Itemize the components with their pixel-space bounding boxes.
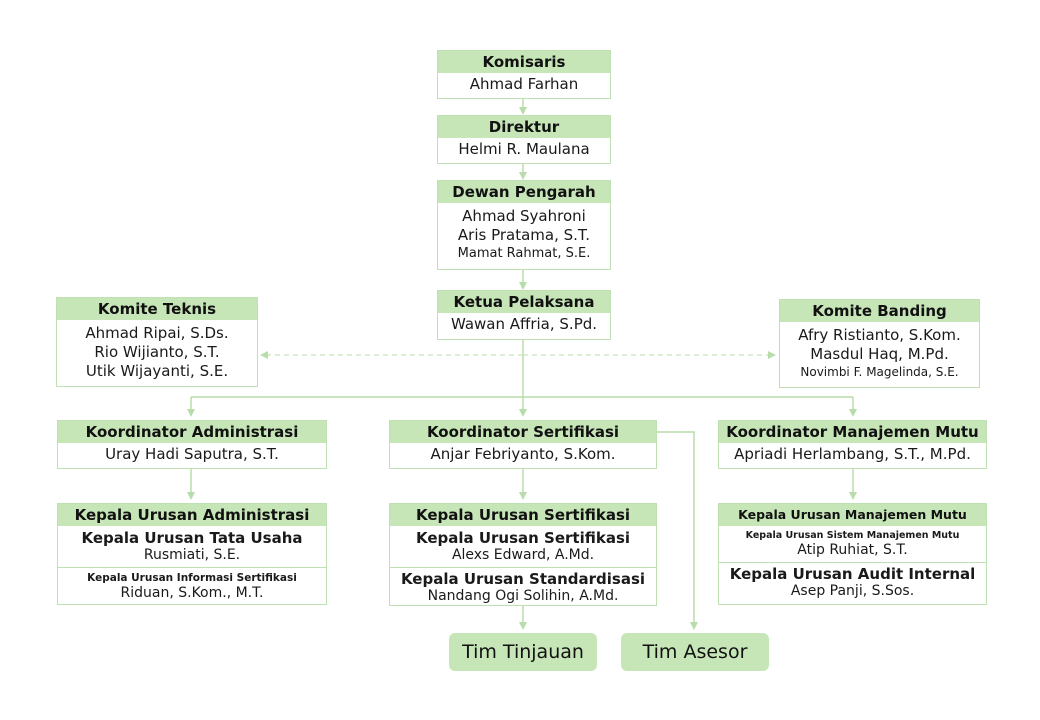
dewan-member: Aris Pratama, S.T.	[457, 226, 591, 244]
ketua-pelaksana-box	[437, 290, 611, 340]
komite-banding-box	[779, 299, 980, 388]
kaur-standardisasi-title: Kepala Urusan Standardisasi	[400, 570, 646, 588]
kaur-tata-usaha-title: Kepala Urusan Tata Usaha	[81, 529, 303, 547]
dewan-pengarah-title: Dewan Pengarah	[438, 181, 610, 203]
komite-banding-title: Komite Banding	[780, 300, 979, 322]
kaur-info-sertifikasi-name: Riduan, S.Kom., M.T.	[120, 585, 264, 601]
tim-asesor: Tim Asesor	[621, 633, 769, 671]
koordinator-administrasi-title: Koordinator Administrasi	[58, 421, 326, 443]
koordinator-administrasi-member: Uray Hadi Saputra, S.T.	[105, 445, 279, 463]
kaur-standardisasi-name: Nandang Ogi Solihin, A.Md.	[427, 588, 619, 604]
ketua-member: Wawan Affria, S.Pd.	[450, 315, 598, 333]
kaur-audit-title: Kepala Urusan Audit Internal	[729, 565, 976, 583]
direktur-title: Direktur	[438, 116, 610, 138]
tim-tinjauan: Tim Tinjauan	[449, 633, 597, 671]
komite-teknis-box	[56, 297, 258, 387]
koordinator-mutu-member: Apriadi Herlambang, S.T., M.Pd.	[734, 445, 971, 463]
kaur-administrasi-box	[57, 503, 327, 605]
kaur-sertifikasi-box	[389, 503, 657, 606]
kaur-sertifikasi-sub-name: Alexs Edward, A.Md.	[451, 547, 595, 563]
line-koord-sert-asesor	[657, 432, 694, 628]
kaur-sertifikasi-title: Kepala Urusan Sertifikasi	[390, 504, 656, 526]
koordinator-sertifikasi-member: Anjar Febriyanto, S.Kom.	[430, 445, 616, 463]
komite-teknis-member: Utik Wijayanti, S.E.	[85, 362, 229, 380]
koordinator-sertifikasi-title: Koordinator Sertifikasi	[390, 421, 656, 443]
kaur-info-sertifikasi-title: Kepala Urusan Informasi Sertifikasi	[87, 572, 297, 584]
direktur-box	[437, 115, 611, 164]
direktur-member: Helmi R. Maulana	[458, 140, 590, 158]
koordinator-administrasi-box	[57, 420, 327, 469]
komite-banding-member: Afry Ristianto, S.Kom.	[798, 326, 961, 344]
komite-teknis-member: Rio Wijianto, S.T.	[94, 343, 220, 361]
koordinator-mutu-box	[718, 420, 987, 469]
komisaris-box	[437, 50, 611, 99]
kaur-administrasi-title: Kepala Urusan Administrasi	[58, 504, 326, 526]
komisaris-member: Ahmad Farhan	[469, 75, 579, 93]
kaur-mutu-box	[718, 503, 987, 605]
ketua-pelaksana-title: Ketua Pelaksana	[438, 291, 610, 313]
kaur-tata-usaha-name: Rusmiati, S.E.	[143, 547, 241, 563]
komite-banding-member: Masdul Haq, M.Pd.	[810, 345, 949, 363]
dewan-member: Ahmad Syahroni	[462, 207, 586, 225]
kaur-sistem-mutu-name: Atip Ruhiat, S.T.	[797, 542, 908, 558]
kaur-mutu-title: Kepala Urusan Manajemen Mutu	[719, 504, 986, 526]
kaur-audit-name: Asep Panji, S.Sos.	[790, 583, 915, 599]
dewan-pengarah-box	[437, 180, 611, 270]
koordinator-mutu-title: Koordinator Manajemen Mutu	[719, 421, 986, 443]
kaur-sertifikasi-sub-title: Kepala Urusan Sertifikasi	[415, 529, 631, 547]
dewan-member: Mamat Rahmat, S.E.	[457, 246, 591, 261]
komite-teknis-title: Komite Teknis	[57, 298, 257, 320]
koordinator-sertifikasi-box	[389, 420, 657, 469]
komisaris-title: Komisaris	[438, 51, 610, 73]
komite-banding-member: Novimbi F. Magelinda, S.E.	[800, 365, 959, 379]
kaur-sistem-mutu-title: Kepala Urusan Sistem Manajemen Mutu	[745, 530, 960, 541]
komite-teknis-member: Ahmad Ripai, S.Ds.	[85, 324, 229, 342]
